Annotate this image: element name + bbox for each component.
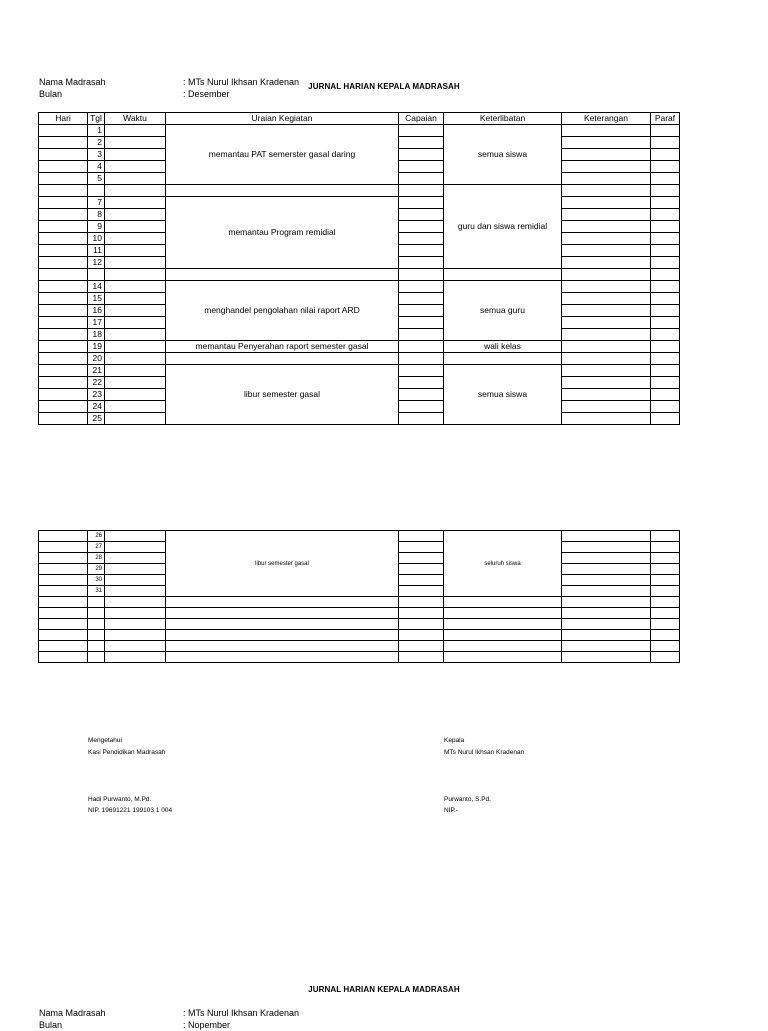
table-row <box>39 341 680 353</box>
table-row <box>39 630 680 641</box>
table-row <box>39 531 680 542</box>
activity-cell: libur semester gasal <box>166 365 399 425</box>
involvement-cell: semua guru <box>444 281 562 341</box>
nama-madrasah-value: : MTs Nurul Ikhsan Kradenan <box>183 77 300 87</box>
tgl-cell: 18 <box>88 329 105 341</box>
header-tgl: Tgl <box>88 113 105 125</box>
bulan-label: Bulan <box>39 89 63 99</box>
tgl-cell: 30 <box>88 575 105 586</box>
tgl-cell: 12 <box>88 257 105 269</box>
tgl-cell: 3 <box>88 149 105 161</box>
bulan-value: : Desember <box>183 89 230 99</box>
table-row <box>39 197 680 209</box>
table-header-row <box>39 113 680 125</box>
tgl-cell: 26 <box>88 531 105 542</box>
tgl-cell: 11 <box>88 245 105 257</box>
sig-right-name: Purwanto, S.Pd. <box>444 796 491 803</box>
involvement-cell: wali kelas <box>444 341 562 353</box>
involvement-cell: semua siswa <box>444 125 562 185</box>
tgl-cell: 17 <box>88 317 105 329</box>
journal-table <box>38 112 680 425</box>
page2-bulan-value: : Nopember <box>183 1020 231 1030</box>
header-hari: Hari <box>39 113 88 125</box>
tgl-cell: 28 <box>88 553 105 564</box>
tgl-cell: 8 <box>88 209 105 221</box>
involvement-cell: guru dan siswa remidial <box>444 185 562 269</box>
nama-madrasah-label: Nama Madrasah <box>39 77 106 87</box>
header-keterangan: Keterangan <box>562 113 651 125</box>
table-row <box>39 652 680 663</box>
table-row <box>39 608 680 619</box>
sig-right-line1: Kepala <box>444 737 465 744</box>
journal-table-continued <box>38 530 680 663</box>
tgl-cell: 15 <box>88 293 105 305</box>
involvement-cell: semua siswa <box>444 365 562 425</box>
tgl-cell: 1 <box>88 125 105 137</box>
page2-nama-madrasah-label: Nama Madrasah <box>39 1008 106 1018</box>
tgl-cell: 16 <box>88 305 105 317</box>
page2-title: JURNAL HARIAN KEPALA MADRASAH <box>308 985 460 994</box>
sig-left-nip: NIP. 19691221 199103 1 004 <box>88 807 173 814</box>
table-row <box>39 597 680 608</box>
table-row <box>39 641 680 652</box>
activity-cell: libur semester gasal <box>166 531 399 597</box>
tgl-cell: 23 <box>88 389 105 401</box>
page2-bulan-label: Bulan <box>39 1020 63 1030</box>
tgl-cell: 5 <box>88 173 105 185</box>
tgl-cell: 14 <box>88 281 105 293</box>
activity-cell: menghandel pengolahan nilai raport ARD <box>166 281 399 341</box>
tgl-cell <box>88 185 105 197</box>
tgl-cell: 25 <box>88 413 105 425</box>
sig-left-line2: Kasi Pendidikan Madrasah <box>88 749 166 756</box>
tgl-cell: 4 <box>88 161 105 173</box>
table-row <box>39 125 680 137</box>
tgl-cell: 7 <box>88 197 105 209</box>
table-row <box>39 353 680 365</box>
sig-left-name: Hadi Purwanto, M.Pd. <box>88 796 152 803</box>
activity-cell: memantau PAT semerster gasal daring <box>166 125 399 185</box>
involvement-cell: seluruh siswa <box>444 531 562 597</box>
activity-cell: memantau Program remidial <box>166 197 399 269</box>
sig-right-line2: MTs Nurul Ikhsan Kradenan <box>444 749 525 756</box>
tgl-cell: 27 <box>88 542 105 553</box>
tgl-cell: 2 <box>88 137 105 149</box>
tgl-cell: 19 <box>88 341 105 353</box>
tgl-cell: 21 <box>88 365 105 377</box>
table-row <box>39 619 680 630</box>
activity-cell: memantau Penyerahan raport semester gasal <box>166 341 399 353</box>
tgl-cell: 31 <box>88 586 105 597</box>
header-paraf: Paraf <box>651 113 680 125</box>
header-capaian: Capaian <box>399 113 444 125</box>
page-title: JURNAL HARIAN KEPALA MADRASAH <box>308 82 460 91</box>
page2-nama-madrasah-value: : MTs Nurul Ikhsan Kradenan <box>183 1008 300 1018</box>
tgl-cell: 10 <box>88 233 105 245</box>
tgl-cell: 24 <box>88 401 105 413</box>
header-uraian-kegiatan: Uraian Kegiatan <box>166 113 399 125</box>
tgl-cell: 22 <box>88 377 105 389</box>
table-row <box>39 365 680 377</box>
table-row <box>39 281 680 293</box>
sig-right-nip: NIP.- <box>444 807 458 814</box>
tgl-cell: 9 <box>88 221 105 233</box>
header-waktu: Waktu <box>105 113 166 125</box>
tgl-cell: 20 <box>88 353 105 365</box>
header-keterlibatan: Keterlibatan <box>444 113 562 125</box>
table-row <box>39 269 680 281</box>
table-row <box>39 185 680 197</box>
tgl-cell <box>88 269 105 281</box>
tgl-cell: 29 <box>88 564 105 575</box>
sig-left-line1: Mengetahui <box>88 737 122 744</box>
